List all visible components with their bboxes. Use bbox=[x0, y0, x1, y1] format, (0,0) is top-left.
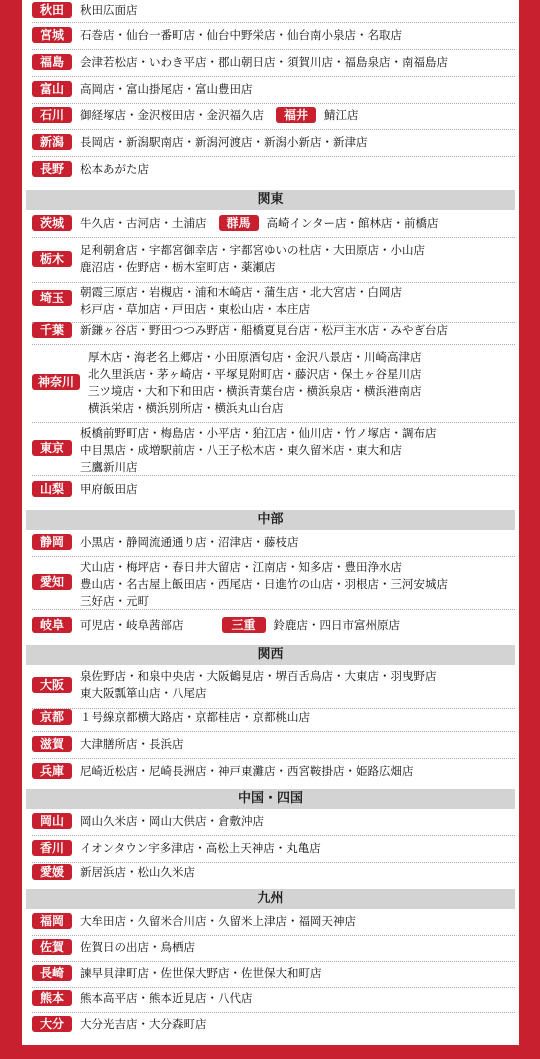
store-names: 会津若松店・いわき平店・郡山朝日店・須賀川店・福島泉店・南福島店 bbox=[80, 55, 448, 69]
prefecture-tag: 福島 bbox=[32, 54, 72, 70]
prefecture-tag: 神奈川 bbox=[32, 374, 80, 390]
store-names: 鈴鹿店・四日市富州原店 bbox=[273, 618, 400, 632]
prefecture-tag: 秋田 bbox=[32, 2, 72, 18]
store-names: 大津膳所店・長浜店 bbox=[80, 737, 184, 751]
prefecture-tag: 岐阜 bbox=[32, 617, 72, 633]
prefecture-tag: 栃木 bbox=[32, 251, 72, 267]
prefecture-tag: 長崎 bbox=[32, 965, 72, 981]
store-names: 松本あがた店 bbox=[80, 162, 149, 176]
prefecture-tag: 三重 bbox=[222, 617, 266, 633]
prefecture-tag: 山梨 bbox=[32, 481, 72, 497]
prefecture-tag: 滋賀 bbox=[32, 736, 72, 752]
store-names: 厚木店・海老名上郷店・小田原酒匂店・金沢八景店・川崎高津店 北久里浜店・茅ヶ崎店・平塚見附町店・藤沢店・保土ヶ谷星川店 三ツ境店・大和下和田店・横浜青葉台店・横浜泉店・横浜港南店 横浜栄店・横浜別所店・横浜丸山台店 bbox=[88, 350, 422, 415]
store-names: 朝霞三原店・岩槻店・浦和木崎店・蒲生店・北大宮店・白岡店 杉戸店・草加店・戸田店・東松山店・本庄店 bbox=[80, 285, 402, 316]
region-row-ishikawa bbox=[32, 107, 515, 130]
region-row-saga bbox=[32, 939, 515, 962]
store-list-panel bbox=[22, 0, 519, 1045]
store-names: 新居浜店・松山久米店 bbox=[80, 865, 195, 879]
region-row-kanagawa bbox=[32, 349, 515, 423]
region-row-saitama bbox=[32, 284, 515, 323]
section-header-chubu: 中部 bbox=[26, 510, 515, 530]
region-row-fukuoka bbox=[32, 913, 515, 936]
region-row-ibaraki bbox=[32, 215, 515, 238]
region-row-kagawa bbox=[32, 840, 515, 863]
region-row-fukushima bbox=[32, 54, 515, 77]
prefecture-tag: 愛知 bbox=[32, 574, 72, 590]
store-names: 佐賀日の出店・鳥栖店 bbox=[80, 940, 195, 954]
prefecture-tag: 兵庫 bbox=[32, 763, 72, 779]
region-row-shizuoka bbox=[32, 534, 515, 557]
store-names: 尼崎近松店・尼崎長洲店・神戸東灘店・西宮鞍掛店・姫路広畑店 bbox=[80, 764, 414, 778]
prefecture-tag: 埼玉 bbox=[32, 290, 72, 306]
store-names: 長岡店・新潟駅南店・新潟河渡店・新潟小新店・新津店 bbox=[80, 135, 368, 149]
region-row-shiga bbox=[32, 736, 515, 759]
section-header-chugoku-shikoku: 中国・四国 bbox=[26, 789, 515, 809]
region-row-akita bbox=[32, 2, 515, 23]
region-row-chiba bbox=[32, 322, 515, 345]
region-row-okayama bbox=[32, 813, 515, 836]
prefecture-tag: 新潟 bbox=[32, 134, 72, 150]
prefecture-tag: 香川 bbox=[32, 840, 72, 856]
section-header-kanto: 関東 bbox=[26, 190, 515, 210]
region-row-nagasaki bbox=[32, 965, 515, 988]
store-names: 板橋前野町店・梅島店・小平店・狛江店・仙川店・竹ノ塚店・調布店 中目黒店・成増駅前店・八王子松木店・東久留米店・東大和店 三鷹新川店 bbox=[80, 426, 437, 474]
prefecture-tag: 佐賀 bbox=[32, 939, 72, 955]
store-names: 大分光吉店・大分森町店 bbox=[80, 1017, 207, 1031]
prefecture-tag: 熊本 bbox=[32, 990, 72, 1006]
prefecture-tag: 群馬 bbox=[219, 215, 259, 231]
store-names: 高岡店・富山掛尾店・富山豊田店 bbox=[80, 82, 253, 96]
store-names: 可児店・岐阜茜部店 bbox=[80, 618, 184, 632]
prefecture-tag: 茨城 bbox=[32, 215, 72, 231]
region-row-tokyo bbox=[32, 425, 515, 476]
region-row-hyogo bbox=[32, 763, 515, 785]
store-names: 熊本高平店・熊本近見店・八代店 bbox=[80, 991, 253, 1005]
store-names: 岡山久米店・岡山大供店・倉敷沖店 bbox=[80, 814, 264, 828]
store-names: 甲府飯田店 bbox=[80, 482, 138, 496]
region-row-nagano bbox=[32, 161, 515, 183]
region-row-ehime bbox=[32, 864, 515, 886]
prefecture-tag: 福井 bbox=[276, 107, 316, 123]
store-names: 小黒店・静岡流通通り店・沼津店・藤枝店 bbox=[80, 535, 299, 549]
store-names: 新鎌ヶ谷店・野田つつみ野店・船橋夏見台店・松戸主水店・みやぎ台店 bbox=[80, 323, 448, 337]
prefecture-tag: 宮城 bbox=[32, 27, 72, 43]
region-row-niigata bbox=[32, 134, 515, 157]
store-names: 泉佐野店・和泉中央店・大阪鶴見店・堺百舌鳥店・大東店・羽曳野店 東大阪瓢箪山店・八尾店 bbox=[80, 669, 437, 700]
region-row-kumamoto bbox=[32, 990, 515, 1013]
store-names: 大牟田店・久留米合川店・久留米上津店・福岡天神店 bbox=[80, 914, 356, 928]
prefecture-tag: 石川 bbox=[32, 107, 72, 123]
store-names: 秋田広面店 bbox=[80, 3, 138, 17]
store-names: 石巻店・仙台一番町店・仙台中野栄店・仙台南小泉店・名取店 bbox=[80, 28, 402, 42]
prefecture-tag: 福岡 bbox=[32, 913, 72, 929]
prefecture-tag: 静岡 bbox=[32, 534, 72, 550]
prefecture-tag: 千葉 bbox=[32, 322, 72, 338]
store-names: 犬山店・梅坪店・春日井大留店・江南店・知多店・豊田浄水店 豊山店・名古屋上飯田店・西尾店・日進竹の山店・羽根店・三河安城店 三好店・元町 bbox=[80, 560, 448, 608]
store-names: 諫早貝津町店・佐世保大野店・佐世保大和町店 bbox=[80, 966, 322, 980]
store-names: 高崎インター店・館林店・前橋店 bbox=[266, 216, 439, 230]
store-names: イオンタウン宇多津店・高松上天神店・丸亀店 bbox=[80, 841, 321, 855]
store-names: 鯖江店 bbox=[324, 108, 359, 122]
store-names: 牛久店・古河店・土浦店 bbox=[80, 216, 207, 230]
store-names: １号線京都横大路店・京都桂店・京都桃山店 bbox=[80, 710, 310, 724]
region-row-toyama bbox=[32, 81, 515, 104]
store-names: 御経塚店・金沢桜田店・金沢福久店 bbox=[80, 108, 264, 122]
section-header-kyushu: 九州 bbox=[26, 889, 515, 909]
region-row-osaka bbox=[32, 668, 515, 709]
region-row-kyoto bbox=[32, 709, 515, 732]
region-row-gifu bbox=[32, 617, 515, 639]
prefecture-tag: 大阪 bbox=[32, 677, 72, 693]
prefecture-tag: 長野 bbox=[32, 161, 72, 177]
region-row-tochigi bbox=[32, 242, 515, 283]
prefecture-tag: 大分 bbox=[32, 1016, 72, 1032]
prefecture-tag: 東京 bbox=[32, 440, 72, 456]
region-row-oita bbox=[32, 1016, 515, 1038]
prefecture-tag: 京都 bbox=[32, 709, 72, 725]
store-names: 足利朝倉店・宇都宮御幸店・宇都宮ゆいの杜店・大田原店・小山店 鹿沼店・佐野店・栃木室町店・薬瀬店 bbox=[80, 243, 425, 274]
prefecture-tag: 富山 bbox=[32, 81, 72, 97]
section-header-kansai: 関西 bbox=[26, 645, 515, 665]
prefecture-tag: 愛媛 bbox=[32, 864, 72, 880]
region-row-aichi bbox=[32, 559, 515, 610]
prefecture-tag: 岡山 bbox=[32, 813, 72, 829]
region-row-miyagi bbox=[32, 27, 515, 50]
region-row-yamanashi bbox=[32, 481, 515, 503]
